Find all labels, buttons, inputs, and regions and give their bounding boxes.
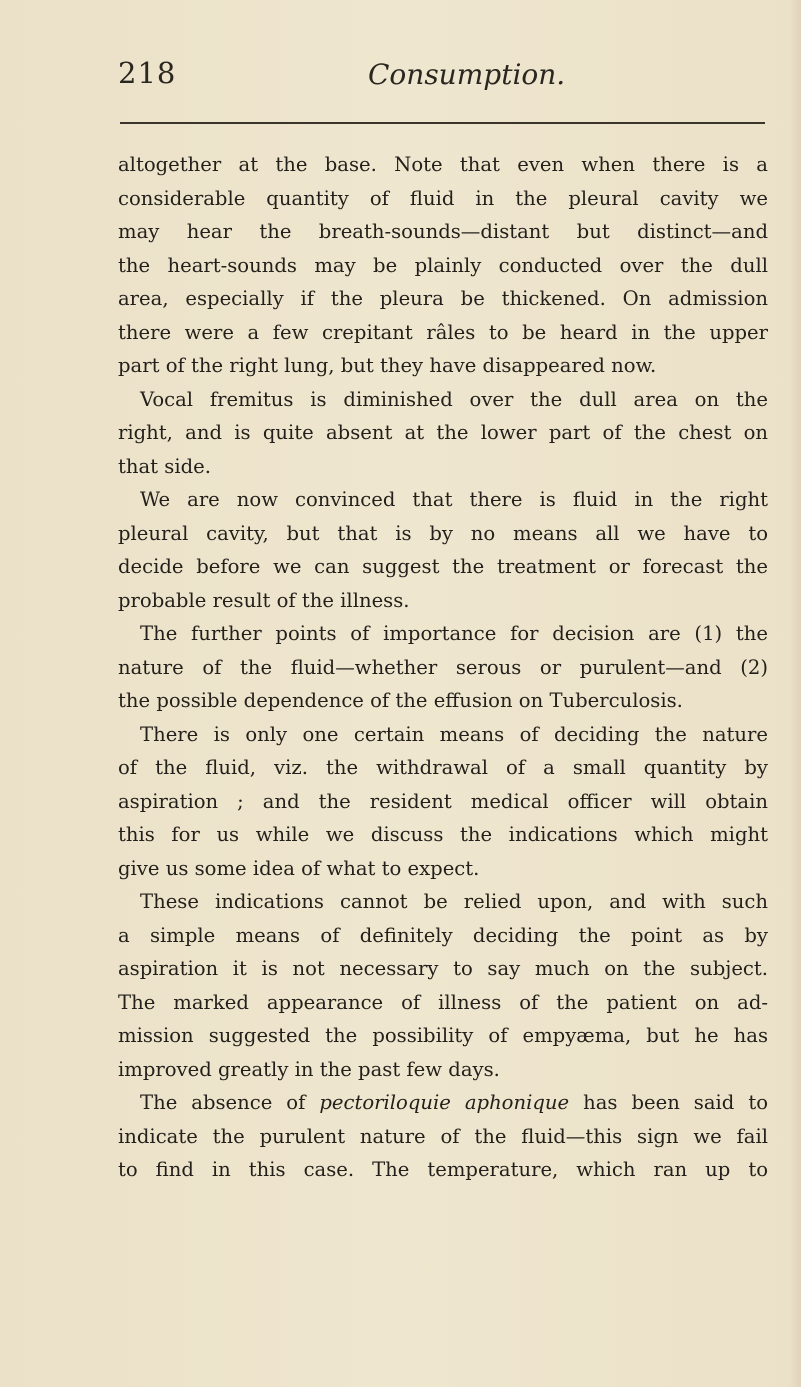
text-line: pleural cavity, but that is by no means all we have to xyxy=(118,521,768,545)
text-line: that side. xyxy=(118,454,211,478)
running-title: Consumption. xyxy=(368,58,566,91)
text-line: improved greatly in the past few days. xyxy=(118,1057,500,1081)
running-head xyxy=(118,56,758,106)
text-line: considerable quantity of fluid in the pleural cavity we xyxy=(118,186,768,210)
text-line: to find in this case. The temperature, which ran up to xyxy=(118,1158,768,1181)
text-line: of the fluid, viz. the withdrawal of a small quantity by xyxy=(118,756,768,779)
text-line: The marked appearance of illness of the patient on ad- xyxy=(118,990,768,1014)
text-line: area, especially if the pleura be thickened. On admission xyxy=(118,287,768,310)
text-fragment: The absence of xyxy=(140,1091,306,1114)
text-line: These indications cannot be relied upon, and with such xyxy=(140,890,768,913)
text-line: give us some idea of what to expect. xyxy=(118,856,480,880)
body-text xyxy=(118,148,768,1187)
text-line: There is only one certain means of deciding the nature xyxy=(140,722,768,746)
text-line: mission suggested the possibility of empyæma, but he has xyxy=(118,1024,768,1047)
text-line: may hear the breath-sounds—distant but distinct—and xyxy=(118,220,768,243)
text-line: We are now convinced that there is fluid in the right xyxy=(140,488,768,511)
italic-term: pectoriloquie aphonique xyxy=(319,1091,570,1114)
text-line: the possible dependence of the effusion on Tuberculosis. xyxy=(118,689,683,712)
page-edge-shadow xyxy=(789,0,801,1387)
text-line-with-italic xyxy=(118,1086,768,1120)
text-line: a simple means of definitely deciding the point as by xyxy=(118,923,768,947)
page-number: 218 xyxy=(118,56,177,90)
text-line: indicate the purulent nature of the fluid—this sign we fail xyxy=(118,1124,768,1148)
text-line: part of the right lung, but they have disappeared now. xyxy=(118,354,657,377)
text-line: aspiration ; and the resident medical officer will obtain xyxy=(118,789,768,813)
text-line: decide before we can suggest the treatment or forecast the xyxy=(118,555,768,578)
text-line: probable result of the illness. xyxy=(118,588,410,612)
header-rule xyxy=(120,122,765,124)
text-line: The further points of importance for decision are (1) the xyxy=(140,622,768,645)
text-line: this for us while we discuss the indications which might xyxy=(118,823,768,846)
text-line: Vocal fremitus is diminished over the dull area on the xyxy=(140,387,768,411)
text-fragment: has been said to xyxy=(583,1091,768,1114)
text-line: aspiration it is not necessary to say much on the subject. xyxy=(118,957,768,980)
text-line: altogether at the base. Note that even when there is a xyxy=(118,153,768,176)
text-line: there were a few crepitant râles to be heard in the upper xyxy=(118,320,768,344)
text-line: nature of the fluid—whether serous or purulent—and (2) xyxy=(118,655,768,679)
text-line: the heart-sounds may be plainly conducted over the dull xyxy=(118,253,768,277)
text-line: right, and is quite absent at the lower part of the chest on xyxy=(118,421,768,444)
